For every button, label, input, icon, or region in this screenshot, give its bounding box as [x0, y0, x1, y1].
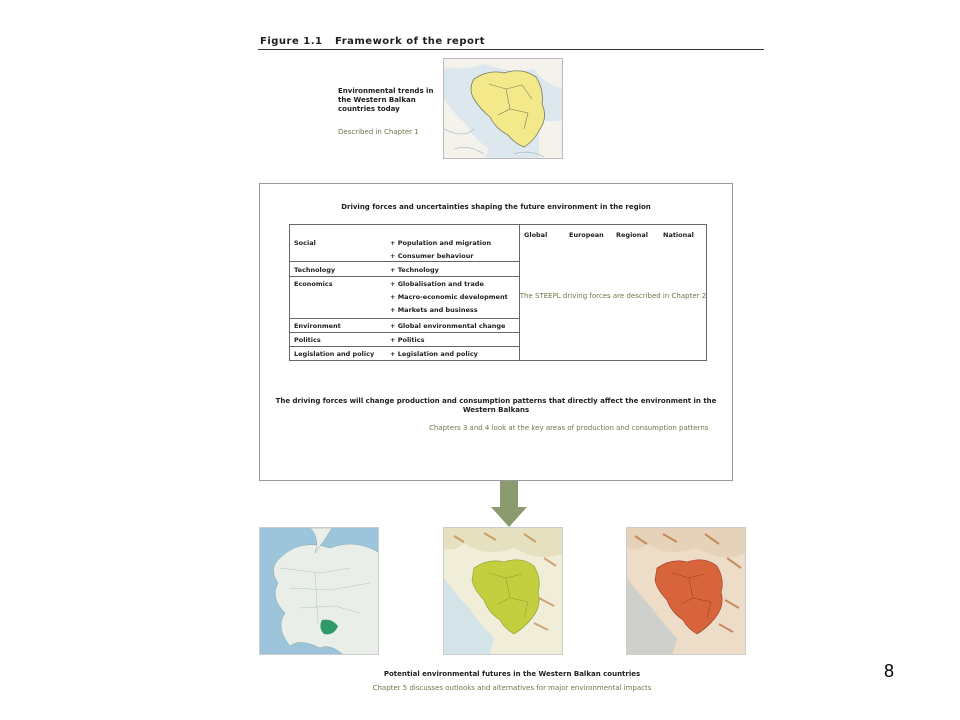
row-line — [290, 332, 519, 333]
page-number: 8 — [884, 661, 895, 681]
category-legislation: Legislation and policy — [294, 350, 375, 358]
category-politics: Politics — [294, 336, 321, 344]
potential-futures-title: Potential environmental futures in the Western Balkan countries — [383, 670, 641, 678]
item-technology: + Technology — [390, 266, 439, 274]
trends-chapter: Described in Chapter 1 — [338, 128, 419, 136]
item-globalisation: + Globalisation and trade — [390, 280, 484, 288]
scale-regional: Regional — [616, 231, 649, 239]
down-arrow-icon — [489, 481, 529, 527]
trends-text: Environmental trends in the Western Balkan countries today — [338, 87, 434, 113]
western-balkans-map-today — [443, 58, 563, 159]
item-legislation: + Legislation and policy — [390, 350, 478, 358]
category-social: Social — [294, 239, 316, 247]
figure-number: Figure 1.1 — [260, 36, 323, 47]
item-politics: + Politics — [390, 336, 425, 344]
row-line — [290, 261, 519, 262]
row-line — [290, 276, 519, 277]
scale-national: National — [663, 231, 694, 239]
europe-map — [259, 527, 379, 655]
row-line — [290, 346, 519, 347]
western-balkans-map-future-green — [443, 527, 563, 655]
western-balkans-map-future-orange — [626, 527, 746, 655]
item-markets: + Markets and business — [390, 306, 478, 314]
category-environment: Environment — [294, 322, 341, 330]
category-technology: Technology — [294, 266, 336, 274]
driving-forces-title: Driving forces and uncertainties shaping the future environment in the region — [341, 203, 651, 211]
category-economics: Economics — [294, 280, 333, 288]
item-global-env: + Global environmental change — [390, 322, 506, 330]
scale-european: European — [569, 231, 604, 239]
scale-global: Global — [524, 231, 548, 239]
row-line — [290, 318, 519, 319]
item-macro: + Macro-economic development — [390, 293, 508, 301]
item-population: + Population and migration — [390, 239, 492, 247]
chapter-5-text: Chapter 5 discusses outlooks and alternatives for major environmental impacts — [372, 684, 652, 692]
figure-title: Framework of the report — [335, 36, 486, 47]
item-consumer: + Consumer behaviour — [390, 252, 474, 260]
chapters-3-4-text: Chapters 3 and 4 look at the key areas of production and consumption patterns — [429, 424, 709, 432]
header-rule — [258, 49, 764, 50]
steepl-note: The STEEPL driving forces are described in Chapter 2 — [519, 292, 707, 300]
driving-forces-change-text: The driving forces will change production and consumption patterns that directly affect the environment in the Western Balkans — [275, 397, 717, 414]
